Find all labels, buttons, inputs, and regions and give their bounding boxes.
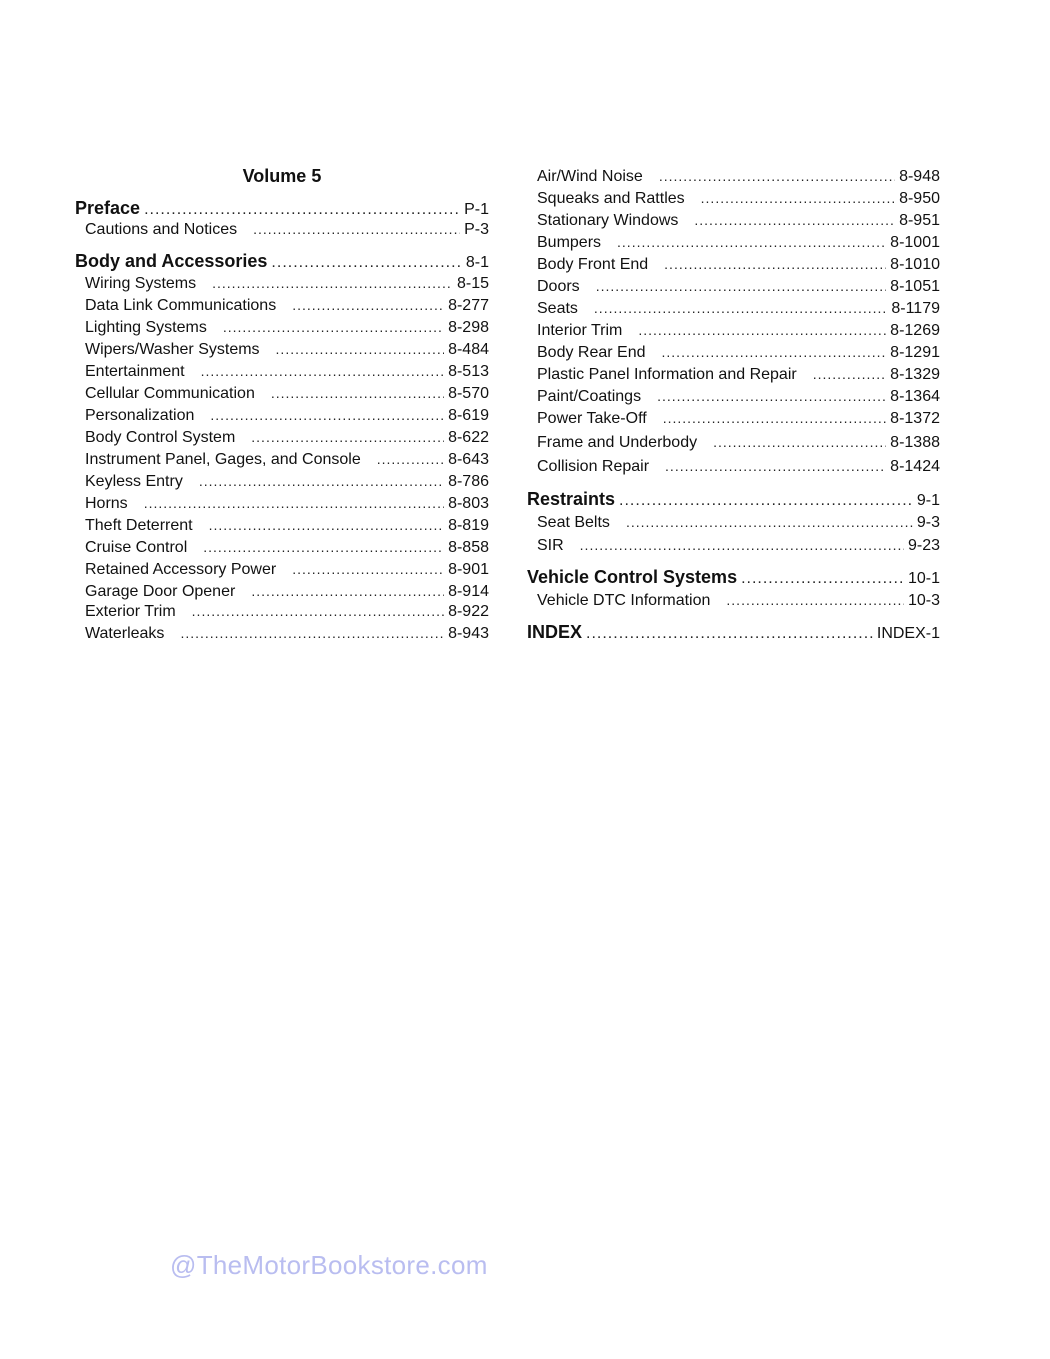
dot-leader bbox=[713, 434, 886, 450]
toc-entry-label: Data Link Communications bbox=[85, 297, 277, 314]
dot-leader bbox=[665, 458, 886, 474]
dot-leader bbox=[741, 570, 904, 588]
toc-entry-label: Exterior Trim bbox=[85, 603, 176, 620]
dot-leader bbox=[657, 388, 886, 404]
toc-entry-label: Body Control System bbox=[85, 429, 236, 446]
toc-entry-label: Plastic Panel Information and Repair bbox=[537, 366, 797, 383]
volume-title: Volume 5 bbox=[242, 166, 322, 186]
toc-entry-label: INDEX bbox=[527, 622, 583, 642]
dot-leader bbox=[594, 300, 887, 316]
toc-entry bbox=[527, 592, 940, 610]
toc-section-heading bbox=[527, 489, 940, 510]
toc-entry bbox=[75, 385, 489, 403]
toc-entry-page: 8-951 bbox=[899, 212, 940, 229]
toc-entry-label: Doors bbox=[537, 278, 580, 295]
dot-leader bbox=[144, 495, 444, 511]
dot-leader bbox=[580, 537, 904, 553]
toc-entry-page: 8-298 bbox=[448, 319, 489, 336]
toc-section-heading bbox=[527, 622, 940, 643]
toc-entry bbox=[75, 539, 489, 557]
toc-entry bbox=[75, 603, 489, 621]
toc-entry bbox=[527, 410, 940, 428]
toc-entry-label: Waterleaks bbox=[85, 625, 165, 642]
toc-entry-label: Cautions and Notices bbox=[85, 221, 238, 238]
toc-entry-label: Body Front End bbox=[537, 256, 649, 273]
toc-entry bbox=[75, 407, 489, 425]
dot-leader bbox=[292, 561, 444, 577]
toc-entry-page: 8-1179 bbox=[891, 300, 940, 317]
toc-entry bbox=[527, 322, 940, 340]
toc-entry-page: 8-1388 bbox=[890, 434, 940, 451]
dot-leader bbox=[662, 344, 887, 360]
dot-leader bbox=[209, 517, 444, 533]
toc-entry-label: Vehicle DTC Information bbox=[537, 592, 711, 609]
toc-entry-label: Vehicle Control Systems bbox=[527, 567, 738, 587]
toc-section-heading bbox=[527, 567, 940, 588]
dot-leader bbox=[664, 256, 886, 272]
toc-entry-page: 8-1001 bbox=[890, 234, 940, 251]
toc-section-heading bbox=[75, 251, 489, 272]
toc-entry-label: Stationary Windows bbox=[537, 212, 679, 229]
dot-leader bbox=[271, 254, 461, 272]
toc-entry-label: Theft Deterrent bbox=[85, 517, 193, 534]
dot-leader bbox=[813, 366, 886, 382]
toc-entry-page: 8-622 bbox=[448, 429, 489, 446]
dot-leader bbox=[638, 322, 886, 338]
toc-entry bbox=[75, 341, 489, 359]
toc-entry-label: Seats bbox=[537, 300, 578, 317]
dot-leader bbox=[251, 583, 444, 599]
toc-entry-label: Entertainment bbox=[85, 363, 185, 380]
toc-entry bbox=[527, 434, 940, 452]
toc-entry-page: 8-1269 bbox=[890, 322, 940, 339]
toc-entry bbox=[527, 366, 940, 384]
toc-entry bbox=[527, 388, 940, 406]
toc-entry bbox=[527, 300, 940, 318]
toc-entry-label: SIR bbox=[537, 537, 564, 554]
toc-entry-label: Preface bbox=[75, 198, 141, 218]
toc-entry-label: Restraints bbox=[527, 489, 616, 509]
toc-entry-label: Cellular Communication bbox=[85, 385, 255, 402]
dot-leader bbox=[626, 514, 913, 530]
toc-entry bbox=[527, 168, 940, 186]
dot-leader bbox=[292, 297, 444, 313]
toc-entry-page: 8-901 bbox=[448, 561, 489, 578]
toc-entry-label: Collision Repair bbox=[537, 458, 650, 475]
toc-entry-label: Garage Door Opener bbox=[85, 583, 236, 600]
toc-entry-page: 8-570 bbox=[448, 385, 489, 402]
toc-entry-page: 8-1291 bbox=[890, 344, 940, 361]
toc-entry-page: 8-619 bbox=[448, 407, 489, 424]
dot-leader bbox=[203, 539, 444, 555]
toc-entry-label: Power Take-Off bbox=[537, 410, 647, 427]
toc-entry bbox=[75, 221, 489, 239]
toc-entry-label: Frame and Underbody bbox=[537, 434, 698, 451]
toc-entry bbox=[527, 212, 940, 230]
toc-entry bbox=[527, 234, 940, 252]
dot-leader bbox=[192, 603, 444, 619]
dot-leader bbox=[726, 592, 904, 608]
toc-entry-label: Horns bbox=[85, 495, 128, 512]
toc-entry bbox=[527, 458, 940, 476]
toc-entry-page: 8-948 bbox=[899, 168, 940, 185]
toc-entry-label: Instrument Panel, Gages, and Console bbox=[85, 451, 361, 468]
toc-entry-page: 8-1 bbox=[465, 254, 489, 271]
toc-entry-label: Wipers/Washer Systems bbox=[85, 341, 260, 358]
toc-entry-page: 9-23 bbox=[907, 537, 940, 554]
toc-entry-page: 8-786 bbox=[448, 473, 489, 490]
toc-entry bbox=[527, 256, 940, 274]
toc-entry-page: 8-819 bbox=[448, 517, 489, 534]
toc-entry bbox=[75, 583, 489, 601]
dot-leader bbox=[144, 201, 460, 219]
toc-entry bbox=[527, 190, 940, 208]
toc-entry-page: 10-3 bbox=[907, 592, 940, 609]
toc-entry-label: Seat Belts bbox=[537, 514, 610, 531]
toc-entry-label: Air/Wind Noise bbox=[537, 168, 643, 185]
toc-entry-page: 10-1 bbox=[907, 570, 940, 587]
toc-entry-page: INDEX-1 bbox=[876, 625, 940, 642]
toc-entry-page: 8-1364 bbox=[890, 388, 940, 405]
toc-entry bbox=[527, 344, 940, 362]
toc-entry bbox=[527, 278, 940, 296]
toc-entry-label: Body Rear End bbox=[537, 344, 646, 361]
toc-entry-page: 8-277 bbox=[448, 297, 489, 314]
toc-entry bbox=[75, 297, 489, 315]
dot-leader bbox=[586, 625, 873, 643]
toc-entry-page: 8-643 bbox=[448, 451, 489, 468]
toc-entry-page: 8-922 bbox=[448, 603, 489, 620]
toc-entry bbox=[75, 429, 489, 447]
toc-entry-label: Personalization bbox=[85, 407, 195, 424]
dot-leader bbox=[223, 319, 444, 335]
toc-entry-page: P-3 bbox=[464, 221, 489, 238]
dot-leader bbox=[377, 451, 444, 467]
toc-entry-label: Cruise Control bbox=[85, 539, 188, 556]
dot-leader bbox=[617, 234, 886, 250]
toc-entry-page: 8-950 bbox=[899, 190, 940, 207]
toc-entry-label: Paint/Coatings bbox=[537, 388, 642, 405]
dot-leader bbox=[212, 275, 453, 291]
dot-leader bbox=[180, 625, 444, 641]
toc-section-heading bbox=[75, 198, 489, 219]
toc-entry-label: Retained Accessory Power bbox=[85, 561, 277, 578]
toc-entry-page: 8-1010 bbox=[890, 256, 940, 273]
toc-entry-page: 8-803 bbox=[448, 495, 489, 512]
toc-entry-label: Interior Trim bbox=[537, 322, 623, 339]
dot-leader bbox=[276, 341, 445, 357]
toc-entry bbox=[75, 561, 489, 579]
toc-entry bbox=[75, 451, 489, 469]
toc-entry-page: P-1 bbox=[464, 201, 489, 218]
toc-entry-page: 8-1424 bbox=[890, 458, 940, 475]
toc-entry-page: 8-1372 bbox=[890, 410, 940, 427]
dot-leader bbox=[210, 407, 444, 423]
dot-leader bbox=[251, 429, 444, 445]
toc-entry-label: Keyless Entry bbox=[85, 473, 183, 490]
toc-entry bbox=[75, 625, 489, 643]
toc-entry bbox=[527, 514, 940, 532]
toc-entry-page: 8-943 bbox=[448, 625, 489, 642]
toc-entry-page: 9-1 bbox=[916, 492, 940, 509]
toc-entry-page: 8-513 bbox=[448, 363, 489, 380]
toc-entry bbox=[75, 275, 489, 293]
dot-leader bbox=[663, 410, 886, 426]
dot-leader bbox=[694, 212, 895, 228]
toc-entry-page: 8-484 bbox=[448, 341, 489, 358]
toc-entry-page: 8-1329 bbox=[890, 366, 940, 383]
toc-entry bbox=[527, 537, 940, 555]
toc-entry bbox=[75, 363, 489, 381]
dot-leader bbox=[701, 190, 895, 206]
toc-entry bbox=[75, 495, 489, 513]
dot-leader bbox=[619, 492, 913, 510]
dot-leader bbox=[659, 168, 895, 184]
dot-leader bbox=[596, 278, 886, 294]
toc-entry-label: Lighting Systems bbox=[85, 319, 207, 336]
dot-leader bbox=[199, 473, 444, 489]
toc-entry bbox=[75, 473, 489, 491]
dot-leader bbox=[253, 221, 460, 237]
toc-entry-page: 8-1051 bbox=[890, 278, 940, 295]
toc-entry bbox=[75, 319, 489, 337]
toc-entry-label: Bumpers bbox=[537, 234, 602, 251]
dot-leader bbox=[201, 363, 444, 379]
toc-entry-page: 8-914 bbox=[448, 583, 489, 600]
toc-entry bbox=[75, 517, 489, 535]
toc-entry-page: 8-15 bbox=[456, 275, 489, 292]
watermark: @TheMotorBookstore.com bbox=[170, 1250, 488, 1280]
toc-entry-label: Squeaks and Rattles bbox=[537, 190, 685, 207]
toc-entry-label: Body and Accessories bbox=[75, 251, 268, 271]
toc-entry-page: 8-858 bbox=[448, 539, 489, 556]
toc-entry-page: 9-3 bbox=[916, 514, 940, 531]
toc-entry-label: Wiring Systems bbox=[85, 275, 197, 292]
dot-leader bbox=[271, 385, 444, 401]
